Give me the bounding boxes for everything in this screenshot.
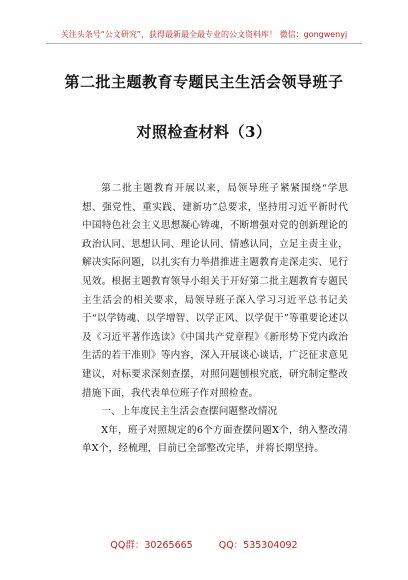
header-divider <box>46 43 362 44</box>
footer-contact <box>30 537 378 551</box>
header-promo-note: 关注头条号“公文研究”，获得最新最全最专业的公文资料库！ 微信：gongwenyj <box>60 30 348 39</box>
footer-qq-number: QQ：535304092 <box>218 540 298 551</box>
body-paragraph-intro: 第二批主题教育开展以来，局领导班子紧紧围绕“学思想、强党性、重实践、建新功”总要求，坚持用习近平新时代中国特色社会主义思想凝心铸魂，不断增强对党的创新理论的政治认同、思想认同、理论认同、情感认同，立足主责主业，解决实际问题，以扎实有力举措推进主题教育走深走实、见行见效。根据主题教育领导小组关于开好第二批主题教育专题民主生活会的相关要求，局领导班子深入学习习近平总书记关于“以学铸魂、以学增智、以学正风、以学促干”等重要论述以及《习近平著作选读》《中国共产党章程》《新形势下党内政治生活的若干准则》等内容，深入开展谈心谈话，广泛征求意见建议，对标要求深刻查摆，对照问题刨根究底，研究制定整改措施下面，我代表单位班子作对照检查。 <box>82 183 348 399</box>
footer-qq-group: QQ群：30265665 <box>110 540 193 551</box>
document-body <box>82 180 348 459</box>
section-heading-1: 一、上年度民主生活会查摆问题整改情况 <box>101 406 278 418</box>
document-title-line-2: 对照检查材料（3） <box>136 123 272 141</box>
document-title-line-1: 第二批主题教育专题民主生活会领导班子 <box>64 73 344 91</box>
body-paragraph-rectification: X年，班子对照规定的6个方面查摆问题X个，纳入整改清单X个，经梳理，目前已全部整改完毕，并将长期坚持。 <box>82 424 348 455</box>
